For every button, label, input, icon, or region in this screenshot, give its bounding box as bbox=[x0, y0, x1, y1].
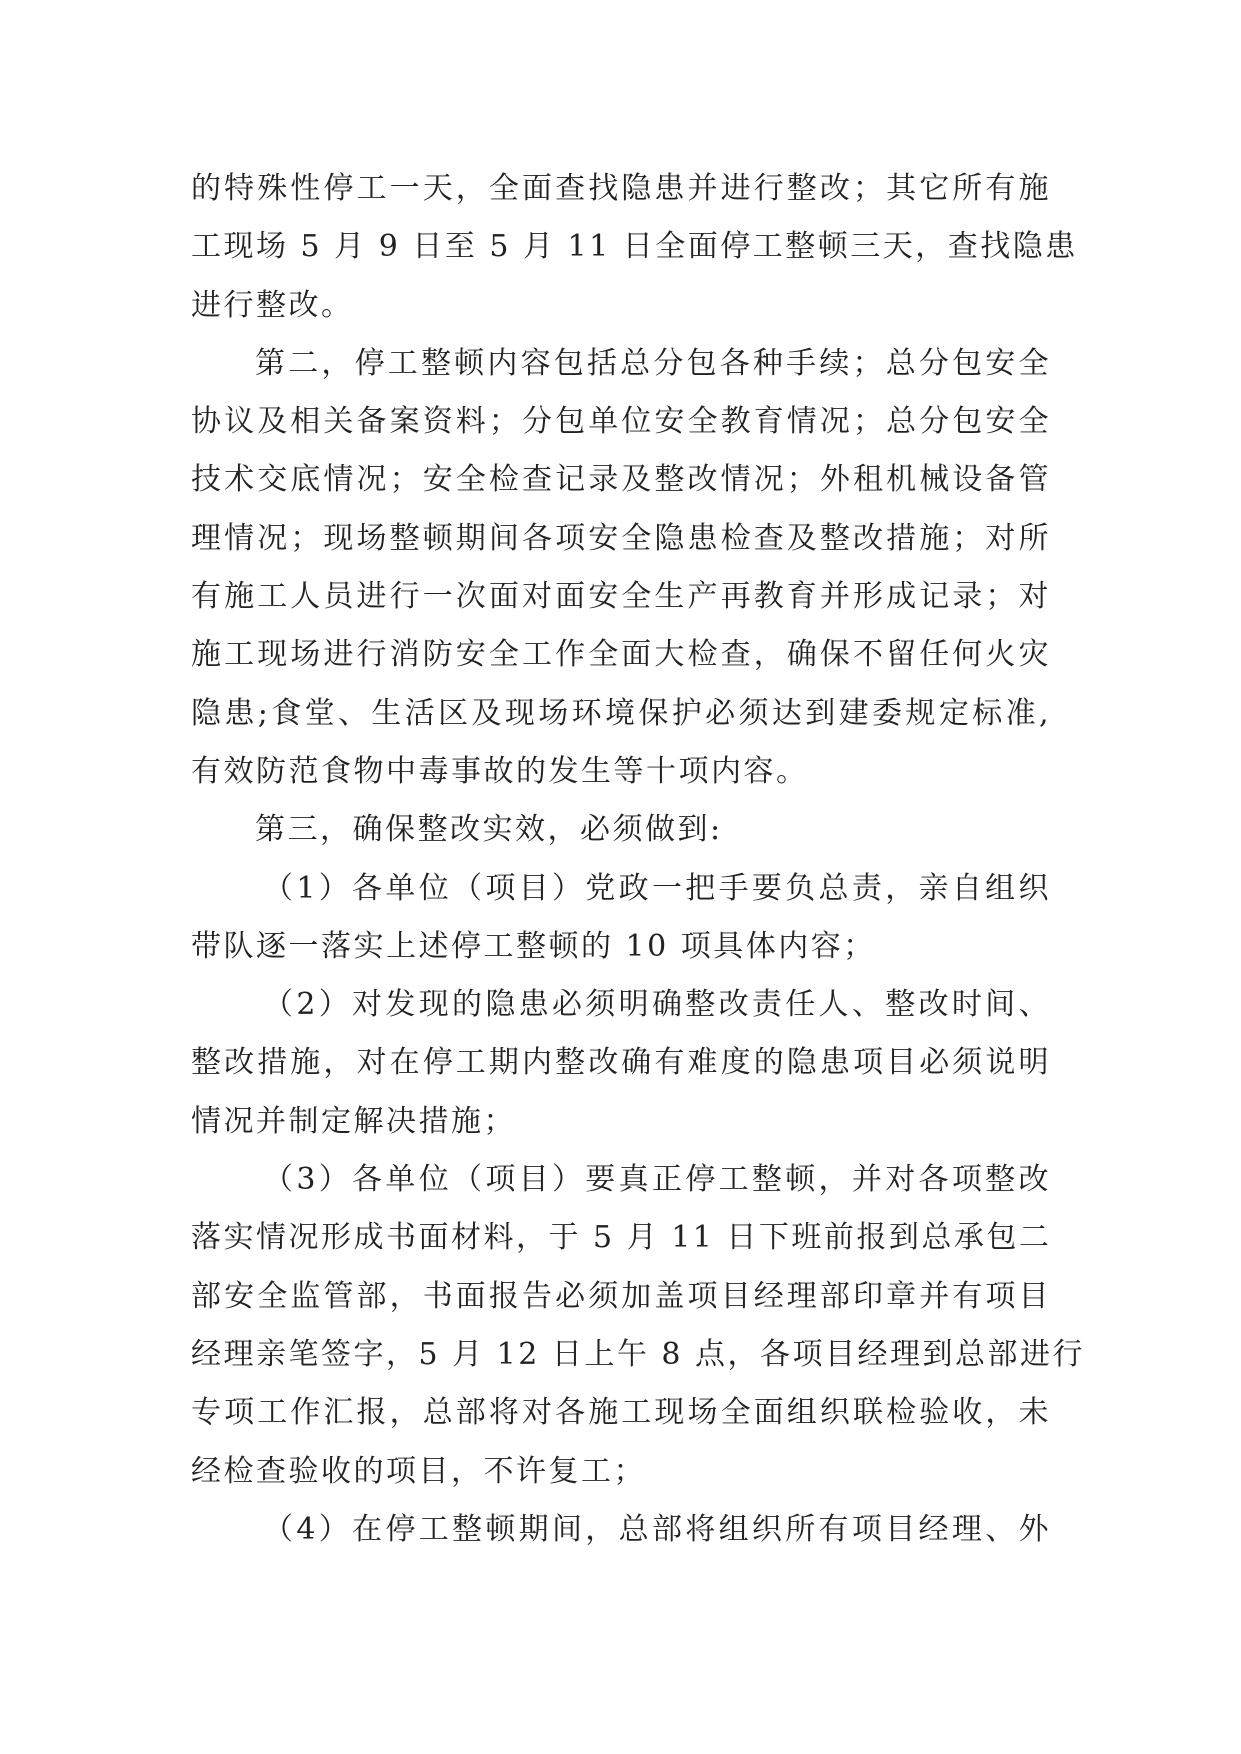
text-line: 第二，停工整顿内容包括总分包各种手续；总分包安全 bbox=[255, 345, 1051, 381]
text-line: （1）各单位（项目）党政一把手要负总责，亲自组织 bbox=[263, 870, 1051, 906]
text-line: 部安全监管部，书面报告必须加盖项目经理部印章并有项目 bbox=[191, 1278, 1051, 1314]
text-line: （4）在停工整顿期间，总部将组织所有项目经理、外 bbox=[263, 1511, 1051, 1547]
text-line: 情况并制定解决措施； bbox=[191, 1103, 516, 1139]
text-line: 经理亲笔签字，5 月 12 日上午 8 点，各项目经理到总部进行 bbox=[191, 1336, 1086, 1372]
text-line: 隐患;食堂、生活区及现场环境保护必须达到建委规定标准, bbox=[191, 695, 1051, 731]
document-body bbox=[191, 160, 1086, 1559]
text-line: 协议及相关备案资料；分包单位安全教育情况；总分包安全 bbox=[191, 404, 1051, 440]
text-line: 工现场 5 月 9 日至 5 月 11 日全面停工整顿三天，查找隐患 bbox=[191, 229, 1078, 265]
text-line: 带队逐一落实上述停工整顿的 10 项具体内容； bbox=[191, 928, 876, 964]
paragraph-4 bbox=[191, 860, 1051, 977]
text-line: 整改措施，对在停工期内整改确有难度的隐患项目必须说明 bbox=[191, 1045, 1051, 1081]
text-line: 进行整改。 bbox=[191, 287, 354, 323]
text-line: 有效防范食物中毒事故的发生等十项内容。 bbox=[191, 753, 809, 789]
paragraph-6 bbox=[191, 1151, 1086, 1501]
text-line: 落实情况形成书面材料，于 5 月 11 日下班前报到总承包二 bbox=[191, 1220, 1052, 1256]
text-line: 施工现场进行消防安全工作全面大检查，确保不留任何火灾 bbox=[191, 637, 1051, 673]
text-line: 的特殊性停工一天，全面查找隐患并进行整改；其它所有施 bbox=[191, 171, 1051, 206]
text-line: （2）对发现的隐患必须明确整改责任人、整改时间、 bbox=[263, 987, 1051, 1023]
paragraph-7 bbox=[191, 1501, 1051, 1559]
paragraph-3 bbox=[191, 801, 1051, 859]
paragraph-2 bbox=[191, 335, 1051, 801]
text-line: （3）各单位（项目）要真正停工整顿，并对各项整改 bbox=[263, 1162, 1051, 1198]
paragraph-1 bbox=[191, 160, 1078, 335]
text-line: 技术交底情况；安全检查记录及整改情况；外租机械设备管 bbox=[191, 462, 1051, 498]
text-line: 经检查验收的项目，不许复工； bbox=[191, 1453, 646, 1489]
text-line: 有施工人员进行一次面对面安全生产再教育并形成记录；对 bbox=[191, 579, 1051, 615]
text-line: 专项工作汇报，总部将对各施工现场全面组织联检验收，未 bbox=[191, 1395, 1051, 1431]
text-line: 第三，确保整改实效，必须做到: bbox=[255, 812, 723, 848]
paragraph-5 bbox=[191, 976, 1051, 1151]
text-line: 理情况；现场整顿期间各项安全隐患检查及整改措施；对所 bbox=[191, 520, 1051, 556]
